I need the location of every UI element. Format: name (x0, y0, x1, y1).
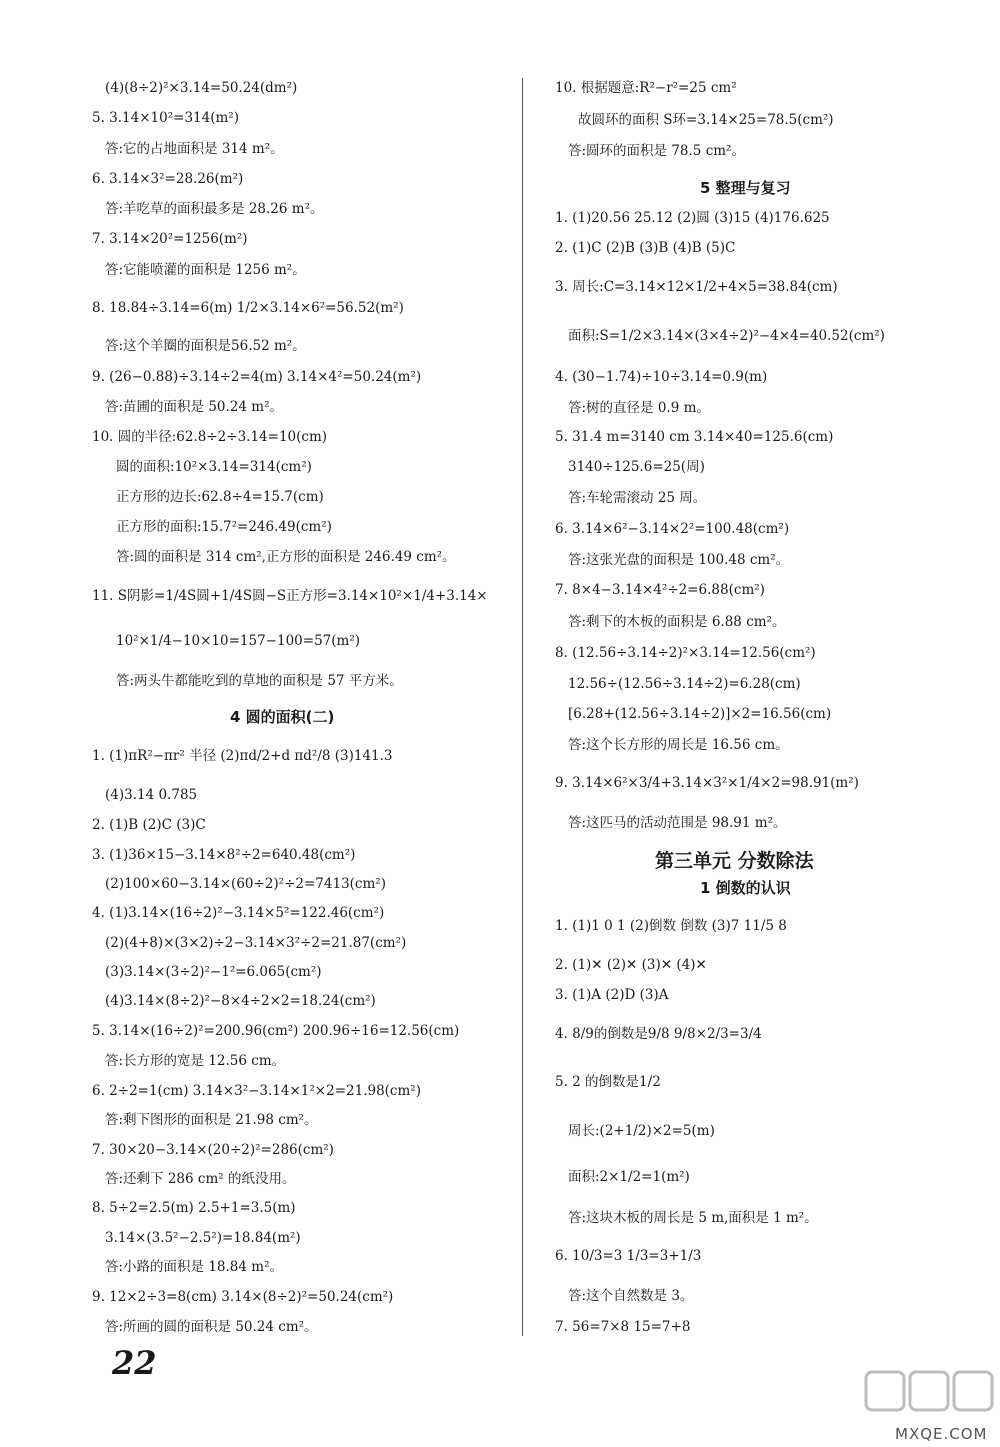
answer-line: 7. 8×4−3.14×4²÷2=6.88(cm²) (555, 582, 765, 598)
answer-line: 1. (1)πR²−πr² 半径 (2)πd/2+d πd²/8 (3)141.3 (92, 748, 393, 764)
answer-line: 5. 2 的倒数是1/2 (555, 1074, 661, 1090)
answer-line: 6. 10/3=3 1/3=3+1/3 (555, 1248, 702, 1264)
answer-line: 7. 56=7×8 15=7+8 (555, 1319, 691, 1335)
section-heading: 4 圆的面积(二) (230, 708, 335, 726)
answer-line: 4. (1)3.14×(16÷2)²−3.14×5²=122.46(cm²) (92, 905, 385, 921)
section-heading: 5 整理与复习 (700, 179, 791, 197)
answer-line: 7. 3.14×20²=1256(m²) (92, 231, 248, 247)
answer-line: 9. 3.14×6²×3/4+3.14×3²×1/4×2=98.91(m²) (555, 775, 859, 791)
answer-line: 答:这个羊圈的面积是56.52 m²。 (105, 338, 306, 354)
answer-line: 4. 8/9的倒数是9/8 9/8×2/3=3/4 (555, 1026, 762, 1042)
answer-line: 12.56÷(12.56÷3.14÷2)=6.28(cm) (568, 676, 801, 692)
answer-line: 答:它能喷灌的面积是 1256 m²。 (105, 262, 306, 278)
watermark-text: MXQE.COM (895, 1425, 988, 1443)
answer-line: 答:这个自然数是 3。 (568, 1288, 694, 1304)
answer-line: 答:它的占地面积是 314 m²。 (105, 141, 284, 157)
answer-line: (2)(4+8)×(3×2)÷2−3.14×3²÷2=21.87(cm²) (105, 935, 407, 951)
answer-line: 9. 12×2÷3=8(cm) 3.14×(8÷2)²=50.24(cm²) (92, 1289, 394, 1305)
answer-line: 答:长方形的宽是 12.56 cm。 (105, 1053, 286, 1069)
answer-line: (3)3.14×(3÷2)²−1²=6.065(cm²) (105, 964, 322, 980)
answer-line: 6. 3.14×6²−3.14×2²=100.48(cm²) (555, 521, 790, 537)
answer-line: 答:这张光盘的面积是 100.48 cm²。 (568, 552, 790, 568)
answer-line: 答:苗圃的面积是 50.24 m²。 (105, 399, 283, 415)
answer-line: 11. S阴影=1/4S圆+1/4S圆−S正方形=3.14×10²×1/4+3.14× (92, 588, 488, 604)
answer-line: 答:树的直径是 0.9 m。 (568, 400, 710, 416)
answer-line: 6. 2÷2=1(cm) 3.14×3²−3.14×1²×2=21.98(cm²) (92, 1083, 421, 1099)
answer-line: 3140÷125.6=25(周) (568, 459, 705, 475)
answer-line: 8. 18.84÷3.14=6(m) 1/2×3.14×6²=56.52(m²) (92, 300, 404, 316)
answer-line: 3.14×(3.5²−2.5²)=18.84(m²) (105, 1230, 301, 1246)
answer-line: 5. 31.4 m=3140 cm 3.14×40=125.6(cm) (555, 429, 834, 445)
answer-line: 3. 周长:C=3.14×12×1/2+4×5=38.84(cm) (555, 279, 838, 295)
answer-line: 答:这个长方形的周长是 16.56 cm。 (568, 737, 789, 753)
answer-line: (2)100×60−3.14×(60÷2)²÷2=7413(cm²) (105, 876, 386, 892)
answer-line: 答:所画的圆的面积是 50.24 cm²。 (105, 1319, 318, 1335)
answer-line: 答:圆环的面积是 78.5 cm²。 (568, 143, 745, 159)
column-divider (522, 78, 523, 1336)
answer-line: 面积:2×1/2=1(m²) (568, 1169, 690, 1185)
answer-line: [6.28+(12.56÷3.14÷2)]×2=16.56(cm) (568, 706, 832, 722)
answer-line: 7. 30×20−3.14×(20÷2)²=286(cm²) (92, 1142, 334, 1158)
answer-line: (4)(8÷2)²×3.14=50.24(dm²) (105, 80, 298, 96)
answer-line: 5. 3.14×(16÷2)²=200.96(cm²) 200.96÷16=12.56(cm) (92, 1023, 460, 1039)
answer-line: (4)3.14 0.785 (105, 787, 198, 803)
answer-line: 故圆环的面积 S环=3.14×25=78.5(cm²) (578, 112, 834, 128)
section-heading: 1 倒数的认识 (700, 879, 791, 897)
answer-line: 10. 圆的半径:62.8÷2÷3.14=10(cm) (92, 429, 328, 445)
answer-line: 答:这匹马的活动范围是 98.91 m²。 (568, 815, 787, 831)
answer-line: 1. (1)20.56 25.12 (2)圆 (3)15 (4)176.625 (555, 210, 830, 226)
answer-line: 答:车轮需滚动 25 周。 (568, 490, 707, 506)
section-heading: 第三单元 分数除法 (655, 850, 814, 872)
page-number: 22 (112, 1344, 157, 1382)
answer-line: 答:小路的面积是 18.84 m²。 (105, 1259, 283, 1275)
answer-line: 答:剩下的木板的面积是 6.88 cm²。 (568, 614, 786, 630)
answer-line: (4)3.14×(8÷2)²−8×4÷2×2=18.24(cm²) (105, 993, 376, 1009)
answer-line: 8. 5÷2=2.5(m) 2.5+1=3.5(m) (92, 1200, 296, 1216)
answer-line: 5. 3.14×10²=314(m²) (92, 110, 239, 126)
answer-line: 10. 根据题意:R²−r²=25 cm² (555, 80, 737, 96)
answer-line: 6. 3.14×3²=28.26(m²) (92, 171, 244, 187)
answer-line: 4. (30−1.74)÷10÷3.14=0.9(m) (555, 369, 768, 385)
answer-line: 10²×1/4−10×10=157−100=57(m²) (116, 633, 361, 649)
answer-line: 2. (1)C (2)B (3)B (4)B (5)C (555, 240, 736, 256)
answer-line: 正方形的边长:62.8÷4=15.7(cm) (116, 489, 324, 505)
answer-line: 答:还剩下 286 cm² 的纸没用。 (105, 1171, 296, 1187)
answer-line: 面积:S=1/2×3.14×(3×4÷2)²−4×4=40.52(cm²) (568, 328, 885, 344)
answer-line: 答:圆的面积是 314 cm²,正方形的面积是 246.49 cm²。 (116, 549, 456, 565)
answer-line: 周长:(2+1/2)×2=5(m) (568, 1123, 715, 1139)
answer-line: 答:剩下图形的面积是 21.98 cm²。 (105, 1112, 318, 1128)
answer-line: 圆的面积:10²×3.14=314(cm²) (116, 459, 312, 475)
answer-line: 3. (1)36×15−3.14×8²÷2=640.48(cm²) (92, 847, 356, 863)
answer-line: 9. (26−0.88)÷3.14÷2=4(m) 3.14×4²=50.24(m²) (92, 369, 422, 385)
answer-line: 1. (1)1 0 1 (2)倒数 倒数 (3)7 11/5 8 (555, 918, 787, 934)
answer-line: 答:羊吃草的面积最多是 28.26 m²。 (105, 201, 324, 217)
answer-line: 正方形的面积:15.7²=246.49(cm²) (116, 519, 332, 535)
answer-line: 8. (12.56÷3.14÷2)²×3.14=12.56(cm²) (555, 645, 816, 661)
answer-line: 2. (1)✕ (2)✕ (3)✕ (4)✕ (555, 957, 707, 973)
answer-line: 2. (1)B (2)C (3)C (92, 817, 206, 833)
answer-line: 3. (1)A (2)D (3)A (555, 987, 669, 1003)
answer-line: 答:两头牛都能吃到的草地的面积是 57 平方米。 (116, 673, 403, 689)
answer-line: 答:这块木板的周长是 5 m,面积是 1 m²。 (568, 1210, 818, 1226)
